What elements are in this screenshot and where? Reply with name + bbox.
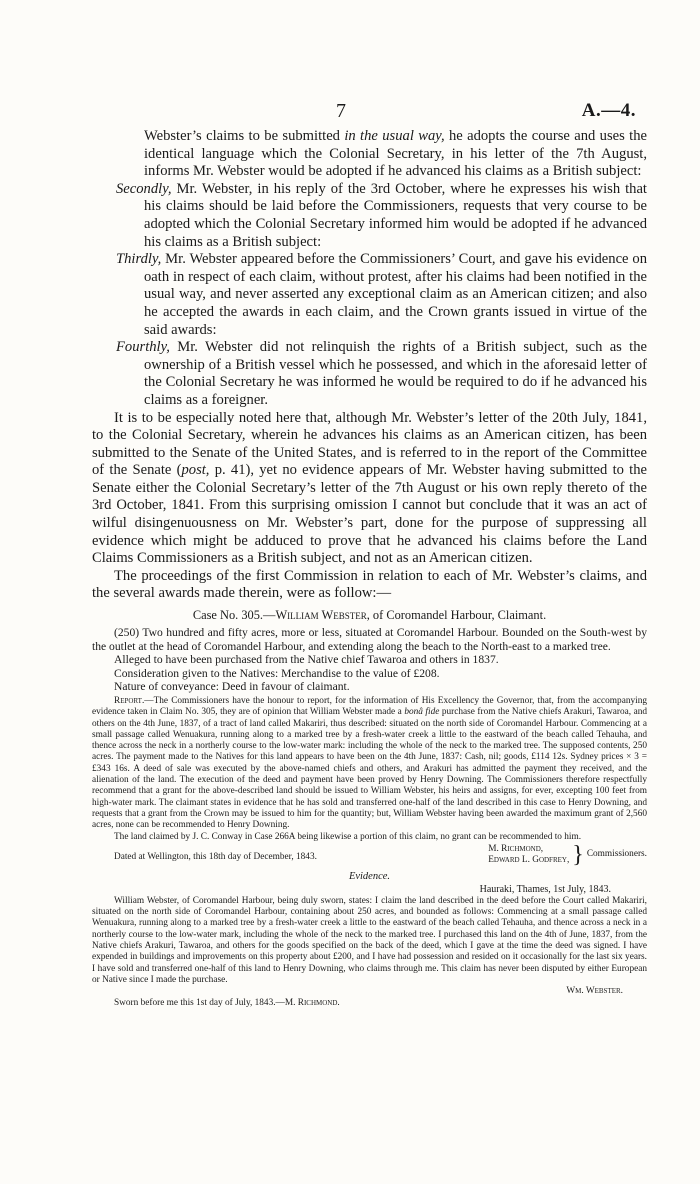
sworn-text: Sworn before me this 1st day of July, 1843.— — [114, 997, 285, 1008]
page-number: 7 — [336, 100, 346, 122]
point-fourthly — [92, 339, 647, 409]
claimant-name: William Webster, — [275, 608, 370, 623]
case-location: of Coromandel Harbour, Claimant. — [369, 608, 547, 623]
opening-text-pre: Webster’s claims to be submitted — [144, 128, 345, 144]
evidence-text: William Webster, of Coromandel Harbour, being duly sworn, states: I claim the land described in the deed before the Court called Makariri, situated on the north side of Coromandel Harbour, containing about 250 acres, and bounded as follows: Commencing at a small passage called Wenuakura, running along to a marked tree by a fresh-water creek a little to the eastward of the beach called Tehauha, and thence across a neck in a northerly course to the low-water mark, including the whole of the neck to the marked tree. I purchased this land on the 4th of June, 1837, from the Native chiefs Arakuri, Tawaroa, and others for the goods specified on the back of the deed, which I gave at the time the deed was signed. I have expended in buildings and improvements on this property about £200, and I have had possession and resided on it occasionally for the last six years. I have sold and transferred one-half of this land to Henry Downing, who claims through me. This claim has never been disputed by either European or Native since I made the purchase. — [92, 895, 647, 985]
sworn-name: M. Richmond. — [284, 997, 340, 1008]
point-thirdly — [92, 251, 647, 339]
sworn-line — [92, 998, 647, 1009]
report-label: Report. — [114, 696, 145, 706]
case-line-conveyance: Nature of conveyance: Deed in favour of claimant. — [114, 680, 350, 694]
signature-richmond: M. Richmond, — [488, 843, 544, 854]
evidence-place-date: Hauraki, Thames, 1st July, 1843. — [479, 883, 611, 895]
page-header — [0, 100, 700, 124]
evidence-heading: Evidence. — [348, 870, 391, 882]
report-text-pre: —The Commissioners have the honour to report, for the information of His Excellency the Governor, that, from the accompanying evidence taken in Claim No. 305, they are of opinion that William Webster made a — [92, 696, 647, 718]
commissioners-report — [92, 696, 647, 832]
page-body — [92, 128, 647, 1009]
point-label: Secondly, — [116, 180, 172, 197]
case-number: Case No. 305.— — [192, 608, 276, 623]
opening-emphasis: in the usual way, — [344, 128, 445, 144]
document-code: A.—4. — [581, 100, 636, 121]
point-label: Thirdly, — [116, 251, 162, 268]
signature-godfrey: Edward L. Godfrey, — [488, 854, 570, 865]
report-text-post: purchase from the Native chiefs Arakuri, Tawaroa, and others on the 4th June, 1837, of a tract of land called Makariri, thus described: situated on the north side of Coromandel Harbour. Commencing at a small passage called Wenuakura, running along to a marked tree by a fresh-water creek a little to the eastward of the beach called Tehauha, and thence across the neck in a northerly course to the low-water mark: including the whole of the neck to the marked tree. The supposed contents, 250 acres. The payment made to the Natives for this land appears to have been on the 4th June, 1837: Cash, nil; goods, £114 12s. Sydney prices × 3 = £343 16s. A deed of sale was executed by the above-named chiefs and others, and Arakuri has admitted the payment they received, and the alienation of the land. The execution of the deed and payment have been proved by Henry Downing. The Commissioners therefore respectfully recommend that a grant for the above-described land should be issued to William Webster, his heirs and assigns, for ever, excepting 100 feet from high-water mark. The claimant states in evidence that he has sold and transferred one-half of the land described in this case to Henry Downing, and requests that a grant from the Crown may be issued to him for the quantity; but, William Webster having been awarded the maximum grant of 2,560 acres, none can be recommended to Henry Downing. — [92, 707, 647, 831]
paragraph-proceedings: The proceedings of the first Commission in relation to each of Mr. Webster’s claims, and the several awards made therein, were as follow:— — [92, 567, 647, 602]
dated-line: Dated at Wellington, this 18th day of December, 1843. — [114, 851, 317, 862]
point-label: Fourthly, — [116, 339, 170, 356]
point-text: Mr. Webster appeared before the Commissioners’ Court, and gave his evidence on oath in respect of each claim, without protest, after his claims had been notified in the usual way, and never asserted any exceptional claim as an American citizen; and also he accepted the awards in each claim, and the Crown grants issued in virtue of the said awards: — [144, 251, 647, 338]
point-text: Mr. Webster did not relinquish the rights of a British subject, such as the ownership of a British vessel which he possessed, and which in the aforesaid letter of the Colonial Secretary he was informed he would be required to do if he advanced his claims as a foreigner. — [144, 339, 647, 408]
signature-role: Commissioners. — [586, 849, 647, 860]
paragraph-text-post: p. 41), yet no evidence appears of Mr. Webster having submitted to the Senate either the Colonial Secretary’s letter of the 7th August or his own reply thereto of the 3rd October, 1841. From this surprising omission I cannot but conclude that it was an act of wilful disingenuousness on Mr. Webster’s part, done for the purpose of suppressing all evidence which might be adduced to prove that he advanced his claims before the Land Claims Commissioners as a British subject, and not as an American citizen. — [92, 462, 647, 567]
case-line-purchase: Alleged to have been purchased from the Native chief Tawaroa and others in 1837. — [114, 653, 499, 667]
opening-continuation — [92, 128, 647, 181]
paragraph-emphasis: post, — [181, 462, 210, 479]
paragraph-text-pre: It is to be especially noted here that, although Mr. Webster’s letter of the 20th July, 1841, to the Colonial Secretary, wherein he advances his claims as an American citizen, has been submitted to the Senate of the United States, and is referred to in the report of the Committee of the Senate ( — [92, 409, 647, 479]
point-secondly — [92, 181, 647, 251]
witness-signature: Wm. Webster. — [566, 986, 623, 997]
paragraph-omission — [92, 410, 647, 568]
case-title — [92, 607, 647, 624]
signature-brace: } — [572, 841, 584, 868]
case-description: (250) Two hundred and fifty acres, more or less, situated at Coromandel Harbour. Bounded on the South-west by the outlet at the head of Coromandel Harbour, and extending along the beach to the North-east to a marked tree. — [92, 626, 647, 653]
report-emphasis: bonâ fide — [404, 707, 440, 718]
conway-note: The land claimed by J. C. Conway in Case 266A being likewise a portion of this claim, no grant can be recommended to him. — [114, 831, 582, 842]
case-line-consideration: Consideration given to the Natives: Merchandise to the value of £208. — [114, 666, 440, 680]
opening-text-post: he adopts the course and uses the identical language which the Colonial Secretary, in his letter of the 7th August, informs Mr. Webster would be adopted if he advanced his claims as a British subject: — [144, 128, 647, 180]
point-text: Mr. Webster, in his reply of the 3rd October, where he expresses his wish that his claims should be laid before the Commissioners, requests that very course to be adopted which the Colonial Secretary informed him would be adopted if he advanced his claims as a British subject: — [144, 180, 647, 250]
